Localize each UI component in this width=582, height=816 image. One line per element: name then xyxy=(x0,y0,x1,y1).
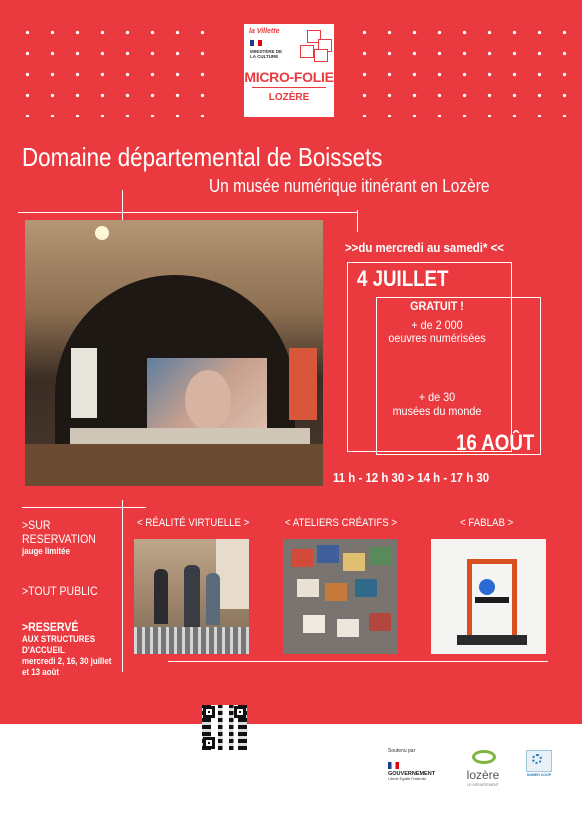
reserved-line4: et 13 août xyxy=(22,667,59,677)
frame-line xyxy=(18,212,358,213)
reserved-heading: >RESERVÉ xyxy=(22,620,79,634)
end-date: 16 AOÛT xyxy=(456,430,535,455)
dot-pattern-right xyxy=(352,22,572,117)
venue-photo xyxy=(25,220,323,486)
page-title: Domaine départemental de Boissets xyxy=(22,142,383,172)
numen-coop-logo xyxy=(522,748,556,782)
works-label: oeuvres numérisées xyxy=(388,331,486,345)
opening-days: >>du mercredi au samedi* << xyxy=(345,240,504,255)
public-info: >TOUT PUBLIC xyxy=(22,584,98,598)
frame-line xyxy=(357,210,358,232)
reservation-note: jauge limitée xyxy=(22,546,70,556)
ministry-label: MINISTÈRE DE LA CULTURE xyxy=(250,49,283,59)
lozere-sub: LE DÉPARTEMENT xyxy=(467,783,499,787)
reserved-info xyxy=(22,620,111,678)
workshop-photo xyxy=(283,539,398,654)
dot-pattern-left xyxy=(15,22,223,117)
frame-line xyxy=(122,500,123,672)
coop-name: NUMEN COOP xyxy=(526,773,552,777)
micro-folie-logo xyxy=(242,22,336,119)
government-logo xyxy=(388,762,435,781)
qr-code[interactable] xyxy=(202,705,247,750)
opening-hours: 11 h - 12 h 30 > 14 h - 17 h 30 xyxy=(333,470,490,485)
lozere-name: lozère xyxy=(466,768,500,782)
micro-folie-name: MICRO-FOLIE xyxy=(244,69,334,85)
logo-place: LOZÈRE xyxy=(268,92,310,103)
frame-line xyxy=(22,507,146,508)
lozere-loop-icon xyxy=(472,750,496,764)
la-villette-brand: la Villette xyxy=(249,28,280,35)
reservation-line1: >SUR xyxy=(22,518,51,532)
page-subtitle: Un musée numérique itinérant en Lozère xyxy=(209,176,490,196)
coop-box xyxy=(526,750,552,772)
activity-caption-workshops: < ATELIERS CRÉATIFS > xyxy=(285,517,398,529)
works-count: + de 2 000 xyxy=(411,318,463,332)
museums-label: musées du monde xyxy=(392,404,482,418)
free-label: GRATUIT ! xyxy=(410,299,464,313)
government-motto: Liberté Égalité Fraternité xyxy=(388,777,427,781)
vr-photo xyxy=(134,539,249,654)
start-date: 4 JUILLET xyxy=(357,266,449,291)
activity-caption-fablab: < FABLAB > xyxy=(460,517,514,529)
frame-line xyxy=(168,661,548,662)
supported-by-label: Soutenu par xyxy=(388,748,416,754)
reservation-info xyxy=(22,518,96,557)
activity-caption-vr: < RÉALITÉ VIRTUELLE > xyxy=(137,517,250,529)
cubes-icon xyxy=(296,30,332,62)
reservation-line2: RESERVATION xyxy=(22,532,96,546)
reserved-line3: mercredi 2, 16, 30 juillet xyxy=(22,656,112,666)
government-name: GOUVERNEMENT xyxy=(388,771,436,777)
reserved-line2: D'ACCUEIL xyxy=(22,645,65,655)
marianne-flag-icon xyxy=(250,40,262,46)
logo-divider xyxy=(252,87,326,88)
marianne-icon xyxy=(388,762,399,769)
museums-count: + de 30 xyxy=(418,390,456,404)
gear-icon xyxy=(532,754,542,764)
reserved-line1: AUX STRUCTURES xyxy=(22,634,96,644)
fablab-photo xyxy=(431,539,546,654)
